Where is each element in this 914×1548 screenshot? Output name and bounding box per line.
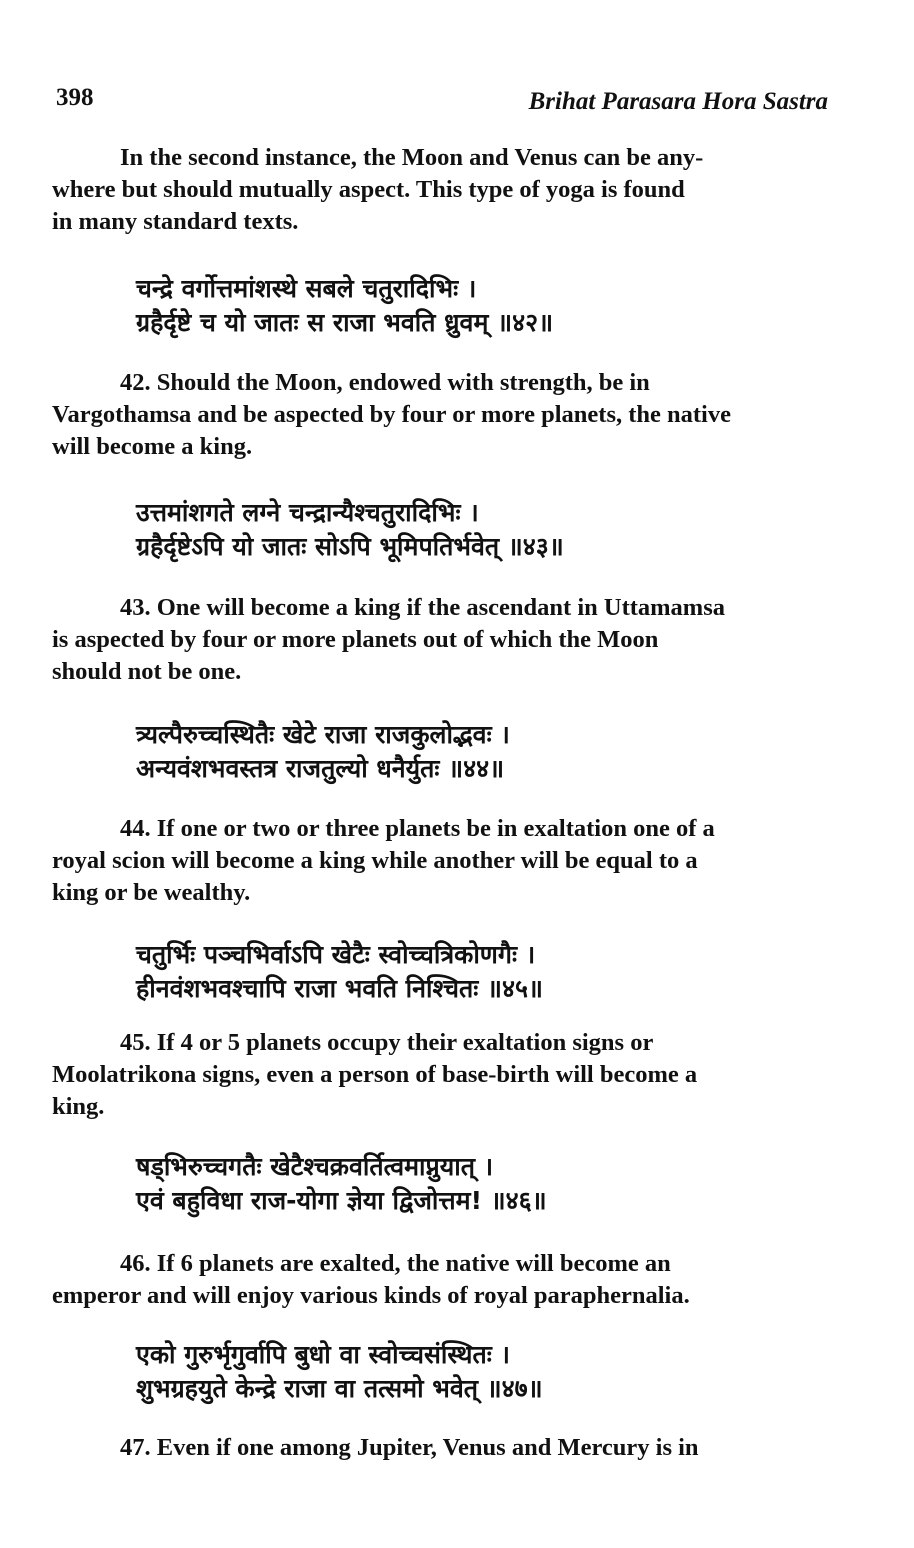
text-line: king or be wealthy. bbox=[52, 879, 251, 906]
text-line: 42. Should the Moon, endowed with strength, be in bbox=[120, 369, 650, 396]
verse-line: अन्यवंशभवस्तत्र राजतुल्यो धनैर्युतः ॥४४॥ bbox=[136, 754, 505, 783]
translation-47 bbox=[52, 1432, 826, 1464]
verse-line: षड्भिरुच्चगतैः खेटैश्चक्रवर्तित्वमाप्नुयात् । bbox=[136, 1152, 494, 1181]
verse-line: त्र्यल्पैरुच्चस्थितैः खेटे राजा राजकुलोद्भवः । bbox=[136, 720, 510, 749]
running-title: Brihat Parasara Hora Sastra bbox=[528, 88, 828, 115]
text-line: king. bbox=[52, 1093, 105, 1120]
text-line: 44. If one or two or three planets be in exaltation one of a bbox=[120, 815, 715, 842]
text-line: Moolatrikona signs, even a person of base-birth will become a bbox=[52, 1061, 698, 1088]
intro-paragraph bbox=[52, 142, 826, 238]
translation-43 bbox=[52, 592, 826, 688]
verse-line: एको गुरुर्भृगुर्वापि बुधो वा स्वोच्चसंस्थितः । bbox=[136, 1340, 510, 1369]
page-number: 398 bbox=[56, 84, 94, 111]
text-line: 46. If 6 planets are exalted, the native will become an bbox=[120, 1250, 671, 1277]
text-line: should not be one. bbox=[52, 658, 242, 685]
sanskrit-verse-47 bbox=[136, 1338, 776, 1406]
verse-line: एवं बहुविधा राज-योगा ज्ञेया द्विजोत्तम! ॥४६॥ bbox=[136, 1186, 547, 1215]
verse-line: उत्तमांशगते लग्ने चन्द्रान्यैश्चतुरादिभिः । bbox=[136, 498, 479, 527]
sanskrit-verse-43 bbox=[136, 496, 776, 564]
sanskrit-verse-42 bbox=[136, 272, 776, 340]
translation-45 bbox=[52, 1027, 826, 1123]
text-line: royal scion will become a king while another will be equal to a bbox=[52, 847, 698, 874]
text-line: In the second instance, the Moon and Venus can be any- bbox=[120, 144, 704, 171]
text-line: 45. If 4 or 5 planets occupy their exaltation signs or bbox=[120, 1029, 654, 1056]
text-line: in many standard texts. bbox=[52, 208, 299, 235]
translation-46 bbox=[52, 1248, 826, 1312]
text-line: emperor and will enjoy various kinds of royal paraphernalia. bbox=[52, 1282, 690, 1309]
sanskrit-verse-45 bbox=[136, 938, 776, 1006]
verse-line: ग्रहैर्दृष्टेऽपि यो जातः सोऽपि भूमिपतिर्भवेत् ॥४३॥ bbox=[136, 532, 564, 561]
text-line: where but should mutually aspect. This type of yoga is found bbox=[52, 176, 685, 203]
verse-line: शुभग्रहयुते केन्द्रे राजा वा तत्समो भवेत् ॥४७॥ bbox=[136, 1374, 543, 1403]
sanskrit-verse-44 bbox=[136, 718, 776, 786]
text-line: 43. One will become a king if the ascendant in Uttamamsa bbox=[120, 594, 725, 621]
text-line: Vargothamsa and be aspected by four or more planets, the native bbox=[52, 401, 731, 428]
text-line: is aspected by four or more planets out of which the Moon bbox=[52, 626, 659, 653]
translation-42 bbox=[52, 367, 826, 463]
verse-line: चतुर्भिः पञ्चभिर्वाऽपि खेटैः स्वोच्चत्रिकोणगैः । bbox=[136, 940, 536, 969]
verse-line: ग्रहैर्दृष्टे च यो जातः स राजा भवति ध्रुवम् ॥४२॥ bbox=[136, 308, 554, 337]
verse-line: हीनवंशभवश्चापि राजा भवति निश्चितः ॥४५॥ bbox=[136, 974, 543, 1003]
verse-line: चन्द्रे वर्गोत्तमांशस्थे सबले चतुरादिभिः । bbox=[136, 274, 477, 303]
sanskrit-verse-46 bbox=[136, 1150, 776, 1218]
text-line: will become a king. bbox=[52, 433, 253, 460]
text-line: 47. Even if one among Jupiter, Venus and Mercury is in bbox=[120, 1434, 699, 1461]
translation-44 bbox=[52, 813, 826, 909]
